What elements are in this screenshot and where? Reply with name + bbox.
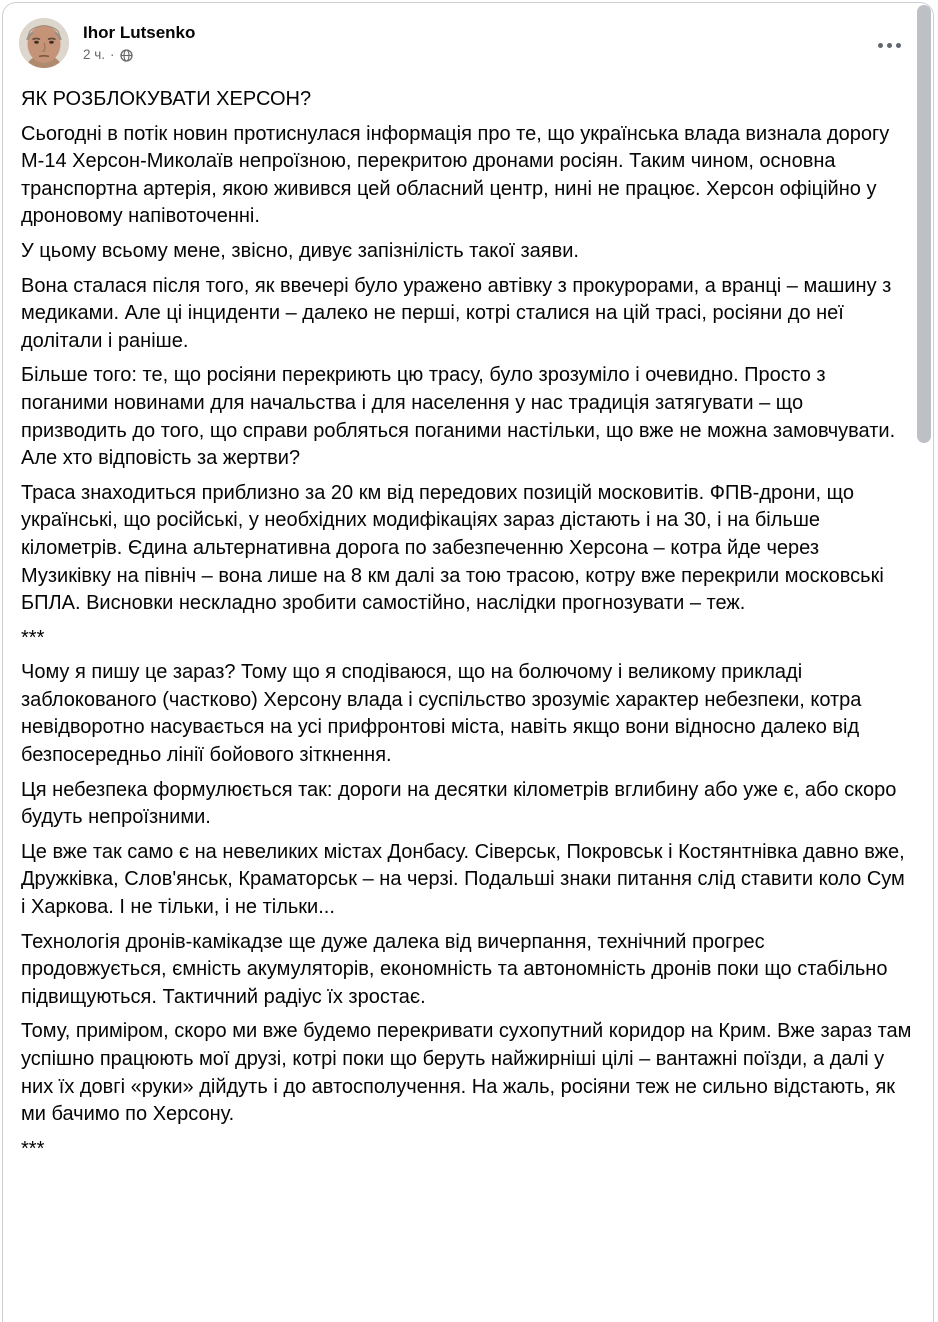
author-name[interactable]: Ihor Lutsenko [83, 23, 196, 42]
post-paragraph: Більше того: те, що росіяни перекриють цю трасу, було зрозуміло і очевидно. Просто з поганими новинами для начальства і для населення у нас традиція затягувати – що призводить до того, що справи робляться поганими настільки, що вже не можна замовчувати. Але хто відповість за жертви? [21, 364, 896, 470]
post-card [2, 2, 934, 1322]
post-paragraph: Траса знаходиться приблизно за 20 км від передових позицій московитів. ФПВ-дрони, що українські, що російські, у необхідних модифікаціях зараз дістають і на 30, і на більше кілометрів. Єдина альтернативна дорога по забезпеченню Херсона – котра йде через Музиківку на північ – вона лише на 8 км далі за тою трасою, котру вже перекрили московські БПЛА. Висновки нескладно зробити самостійно, наслідки прогнозувати – теж. [21, 481, 884, 615]
globe-icon [120, 48, 133, 62]
avatar[interactable] [19, 18, 69, 68]
scrollbar-thumb[interactable] [917, 5, 931, 443]
post-paragraph: Вона сталася після того, як ввечері було уражено автівку з прокурорами, а вранці – машину з медиками. Але ці інциденти – далеко не перші, котрі сталися на цій трасі, росіяни до неї долітали і раніше. [21, 274, 892, 352]
ellipsis-icon [878, 43, 901, 48]
section-separator: *** [21, 626, 45, 649]
post-paragraph: Тому, приміром, скоро ми вже будемо перекривати сухопутний коридор на Крим. Вже зараз там успішно працюють мої друзі, котрі поки що беруть найжирніші цілі – вантажні поїзди, а далі у них їх довгі «руки» дійдуть і до автосполучення. На жаль, росіяни теж не сильно відстають, як ми бачимо по Херсону. [21, 1020, 912, 1126]
post-paragraph: У цьому всьому мене, звісно, дивує запізнілість такої заяви. [21, 239, 579, 262]
post-menu-button[interactable] [876, 37, 903, 54]
scrollbar-track[interactable] [914, 2, 936, 1158]
timestamp[interactable]: 2 ч. [83, 47, 106, 62]
post-meta[interactable] [83, 47, 133, 63]
avatar-photo [19, 18, 69, 68]
post-paragraph: Технологія дронів-камікадзе ще дуже далека від вичерпання, технічний прогрес продовжується, ємність акумуляторів, економність та автономність дронів поки що стабільно підвищуються. Тактичний радіус їх зростає. [21, 930, 888, 1008]
post-title: ЯК РОЗБЛОКУВАТИ ХЕРСОН? [21, 88, 312, 110]
section-separator: *** [21, 1137, 45, 1160]
post-paragraph: Це вже так само є на невеликих містах Донбасу. Сіверськ, Покровськ і Костянтнівка давно вже, Дружківка, Слов'янськ, Краматорськ – на черзі. Подальші знаки питання слід ставити коло Сум і Харкова. І не тільки, і не тільки... [21, 840, 905, 919]
post-paragraph: Сьогодні в потік новин протиснулася інформація про те, що українська влада визнала дорогу М-14 Херсон-Миколаїв непроїзною, перекритою дронами росіян. Таким чином, основна транспортна артерія, якою живився цей обласний центр, нині не працює. Херсон офіційно у дроновому напівоточенні. [21, 122, 890, 228]
post-paragraph: Ця небезпека формулюється так: дороги на десятки кілометрів вглибину або уже є, або скоро будуть непроїзними. [21, 778, 897, 829]
meta-separator: · [110, 47, 115, 62]
post-content [3, 86, 933, 1200]
post-header [3, 3, 933, 73]
post-paragraph: Чому я пишу це зараз? Тому що я сподіваюся, що на болючому і великому прикладі заблокованого (частково) Херсону влада і суспільство зрозуміє характер небезпеки, котра невідворотно насувається на усі прифронтові міста, навіть якщо вони відносно далеко від безпосередньо лінії бойового зіткнення. [21, 661, 862, 767]
